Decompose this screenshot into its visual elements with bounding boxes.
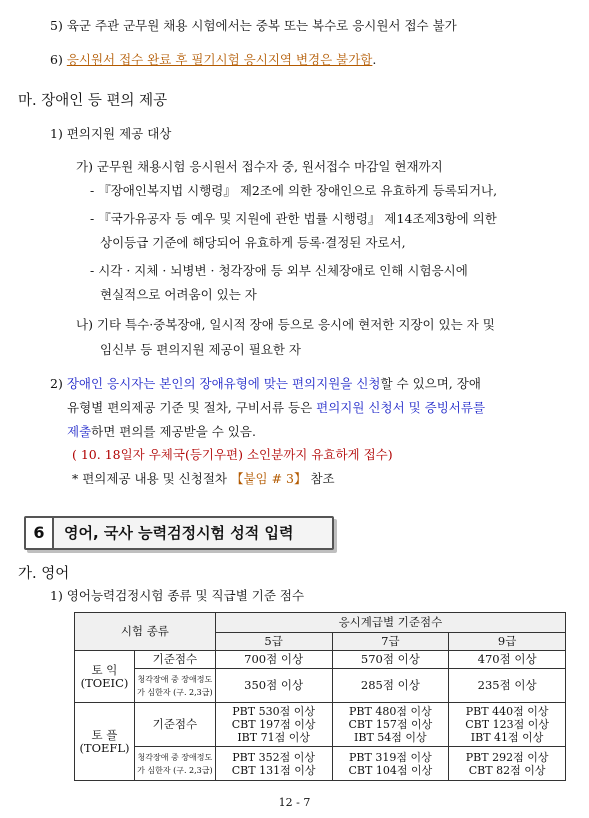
toefl-name-cell [75, 703, 135, 781]
toefl-5-ibt: IBT 71점 이상 [237, 731, 310, 744]
toeic-label-standard: 기준점수 [134, 651, 215, 669]
table-row [75, 651, 566, 669]
section-6-title: 영어, 국사 능력검정시험 성적 입력 [64, 524, 294, 542]
toeic-5: 700점 이상 [215, 651, 332, 669]
toefl-5-pbt: PBT 530점 이상 [232, 705, 315, 718]
header-grade-9: 9급 [449, 633, 566, 651]
item-6-end: . [372, 52, 377, 67]
ma-item-2-text-2: 유형별 편의제공 기준 및 절차, 구비서류 등은 [67, 400, 317, 415]
section-6-number: 6 [26, 518, 54, 548]
toeic-hearing-5: 350점 이상 [215, 669, 332, 703]
toeic-label-hearing: 청각장애 중 장애정도가 심한자 (구. 2,3급) [134, 669, 215, 703]
table-row [75, 703, 566, 747]
header-grade-5: 5급 [215, 633, 332, 651]
toeic-code: (TOEIC) [80, 675, 129, 690]
header-grade-group: 응시계급별 기준점수 [215, 613, 565, 633]
toeic-7: 570점 이상 [332, 651, 449, 669]
table-row [75, 747, 566, 781]
ma-item-2-line-3 [67, 424, 256, 440]
ma-bullet-1: - 『장애인복지법 시행령』 제2조에 의한 장애인으로 유효하게 등록되거나, [90, 183, 498, 198]
ma-item-2-line-1 [50, 376, 481, 392]
ma-item-2-rest-1: 할 수 있으며, 장애 [380, 376, 481, 391]
toefl-7-cbt: CBT 157점 이상 [348, 718, 433, 731]
ma-item-2-deadline: ( 10. 18일자 우체국(등기우편) 소인분까지 유효하게 접수) [72, 447, 393, 462]
section-ga-heading: 가. 영어 [18, 566, 70, 582]
note-text-a: * 편의제공 내용 및 신청절차 [72, 471, 231, 486]
item-5-text: 육군 주관 군무원 채용 시험에서는 중복 또는 복수로 응시원서 접수 불가 [66, 18, 457, 33]
toefl-9-pbt: PBT 440점 이상 [465, 705, 549, 718]
section-6-header [24, 516, 334, 550]
toefl-hearing-5-cbt: CBT 131점 이상 [231, 763, 316, 777]
header-exam-type: 시험 종류 [75, 613, 216, 651]
toeic-name-cell [75, 651, 135, 703]
ma-item-2-num: 2) [50, 376, 63, 391]
ma-item-2-blue-2: 편의지원 신청서 및 증빙서류를 [316, 400, 486, 415]
item-5 [50, 18, 457, 34]
toefl-hearing-7 [332, 747, 449, 781]
toefl-9 [449, 703, 566, 747]
score-table [74, 612, 566, 781]
header-grade-7: 7급 [332, 633, 449, 651]
ma-item-2-blue-1: 장애인 응시자는 본인의 장애유형에 맞는 편의지원을 신청 [66, 376, 381, 391]
ma-ga: 가) 군무원 채용시험 응시원서 접수자 중, 원서접수 마감일 현재까지 [76, 159, 443, 174]
toefl-9-ibt: IBT 41점 이상 [470, 731, 544, 744]
toefl-hearing-7-cbt: CBT 104점 이상 [348, 763, 433, 777]
table-row [75, 669, 566, 703]
toefl-label-standard: 기준점수 [134, 703, 215, 747]
ma-item-2-note [72, 471, 335, 487]
toefl-label-hearing: 청각장애 중 장애정도가 심한자 (구. 2,3급) [134, 747, 215, 781]
toefl-5-cbt: CBT 197점 이상 [231, 718, 316, 731]
toefl-name: 토 플 [91, 727, 118, 742]
toefl-7-pbt: PBT 480점 이상 [349, 705, 432, 718]
toeic-hearing-7: 285점 이상 [332, 669, 449, 703]
ga-item-1: 1) 영어능력검정시험 종류 및 직급별 기준 점수 [50, 588, 305, 603]
toefl-hearing-9-cbt: CBT 82점 이상 [468, 763, 546, 777]
item-6 [50, 52, 376, 68]
toeic-9: 470점 이상 [449, 651, 566, 669]
ma-item-2-rest-3: 하면 편의를 제공받을 수 있음. [91, 424, 256, 439]
ma-bullet-3a: - 시각 · 지체 · 뇌병변 · 청각장애 등 외부 신체장애로 인해 시험응시에 [90, 263, 468, 278]
toefl-hearing-5-pbt: PBT 352점 이상 [232, 750, 315, 764]
page-number: 12 - 7 [278, 796, 311, 809]
ma-bullet-2b: 상이등급 기준에 해당되어 유효하게 등록·결정된 자로서, [100, 235, 406, 250]
toefl-code: (TOEFL) [79, 740, 130, 755]
ma-item-1-title: 1) 편의지원 제공 대상 [50, 126, 172, 141]
item-6-num: 6) [50, 52, 63, 67]
ma-bullet-3b: 현실적으로 어려움이 있는 자 [100, 287, 257, 302]
ma-na-b: 임신부 등 편의지원 제공이 필요한 자 [100, 342, 301, 357]
ma-na-a: 나) 기타 특수·중복장애, 일시적 장애 등으로 응시에 현저한 지장이 있는 자 및 [76, 317, 495, 332]
note-bracket: 【붙임 # 3】 [230, 471, 307, 486]
section-ma-heading: 마. 장애인 등 편의 제공 [18, 93, 168, 109]
toefl-hearing-9-pbt: PBT 292점 이상 [465, 750, 549, 764]
toefl-5 [215, 703, 332, 747]
toeic-name: 토 익 [91, 662, 118, 677]
toefl-7-ibt: IBT 54점 이상 [354, 731, 427, 744]
toefl-hearing-9 [449, 747, 566, 781]
ma-bullet-2a: - 『국가유공자 등 예우 및 지원에 관한 법률 시행령』 제14조제3항에 의한 [90, 211, 497, 226]
ma-item-2-blue-3: 제출 [67, 424, 92, 439]
toeic-hearing-9: 235점 이상 [449, 669, 566, 703]
item-6-text: 응시원서 접수 완료 후 필기시험 응시지역 변경은 불가함 [66, 52, 373, 67]
item-5-num: 5) [50, 18, 63, 33]
note-text-b: 참조 [306, 471, 335, 486]
toefl-hearing-7-pbt: PBT 319점 이상 [349, 750, 432, 764]
ma-item-2-line-2 [67, 400, 485, 416]
toefl-7 [332, 703, 449, 747]
toefl-hearing-5 [215, 747, 332, 781]
toefl-9-cbt: CBT 123점 이상 [465, 718, 549, 731]
